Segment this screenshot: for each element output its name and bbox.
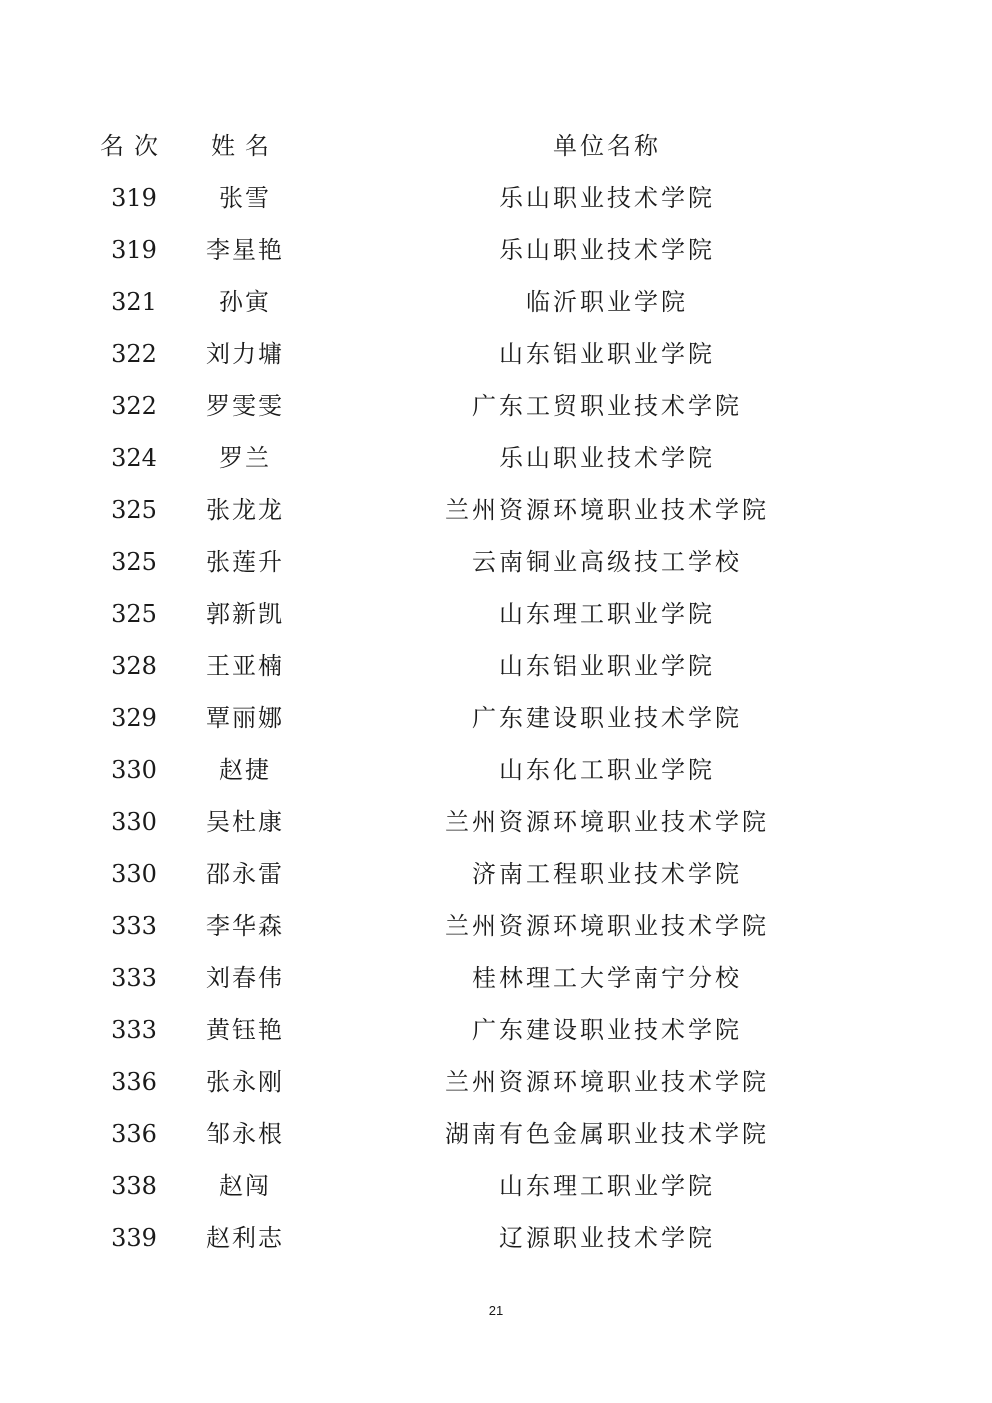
unit-cell: 广东建设职业技术学院 — [472, 1016, 742, 1044]
unit-cell: 广东建设职业技术学院 — [472, 704, 742, 732]
table-row — [0, 796, 992, 848]
header-name: 姓名 — [211, 132, 279, 160]
table-row — [0, 380, 992, 432]
unit-cell: 广东工贸职业技术学院 — [472, 392, 742, 420]
table-row — [0, 432, 992, 484]
rank-cell: 322 — [111, 340, 157, 368]
page-number: 21 — [488, 1303, 504, 1318]
unit-cell: 乐山职业技术学院 — [499, 236, 715, 264]
table-row — [0, 1056, 992, 1108]
name-cell: 赵闯 — [219, 1172, 271, 1200]
header-rank: 名次 — [100, 132, 168, 160]
rank-cell: 325 — [111, 548, 157, 576]
name-cell: 张雪 — [219, 184, 271, 212]
name-cell: 张龙龙 — [206, 496, 284, 524]
table-header — [0, 120, 992, 172]
table-row — [0, 276, 992, 328]
rank-cell: 328 — [111, 652, 157, 680]
unit-cell: 济南工程职业技术学院 — [472, 860, 742, 888]
name-cell: 赵捷 — [219, 756, 271, 784]
table-row — [0, 692, 992, 744]
unit-cell: 临沂职业学院 — [526, 288, 688, 316]
table-body — [0, 172, 992, 1264]
rank-cell: 338 — [111, 1172, 157, 1200]
rank-cell: 319 — [111, 236, 157, 264]
ranking-table — [0, 120, 992, 1264]
table-row — [0, 536, 992, 588]
table-row — [0, 1160, 992, 1212]
unit-cell: 辽源职业技术学院 — [499, 1224, 715, 1252]
unit-cell: 山东理工职业学院 — [499, 600, 715, 628]
rank-cell: 319 — [111, 184, 157, 212]
unit-cell: 山东铝业职业学院 — [499, 652, 715, 680]
name-cell: 覃丽娜 — [206, 704, 284, 732]
unit-cell: 湖南有色金属职业技术学院 — [445, 1120, 769, 1148]
rank-cell: 333 — [111, 964, 157, 992]
rank-cell: 325 — [111, 600, 157, 628]
table-row — [0, 484, 992, 536]
name-cell: 邵永雷 — [206, 860, 284, 888]
table-row — [0, 848, 992, 900]
name-cell: 赵利志 — [206, 1224, 284, 1252]
table-row — [0, 1004, 992, 1056]
rank-cell: 324 — [111, 444, 157, 472]
name-cell: 张永刚 — [206, 1068, 284, 1096]
rank-cell: 322 — [111, 392, 157, 420]
name-cell: 黄钰艳 — [206, 1016, 284, 1044]
name-cell: 罗兰 — [219, 444, 271, 472]
table-row — [0, 172, 992, 224]
rank-cell: 339 — [111, 1224, 157, 1252]
unit-cell: 兰州资源环境职业技术学院 — [445, 1068, 769, 1096]
table-row — [0, 588, 992, 640]
rank-cell: 325 — [111, 496, 157, 524]
rank-cell: 330 — [111, 756, 157, 784]
unit-cell: 兰州资源环境职业技术学院 — [445, 808, 769, 836]
name-cell: 吴杜康 — [206, 808, 284, 836]
name-cell: 孙寅 — [219, 288, 271, 316]
rank-cell: 336 — [111, 1120, 157, 1148]
unit-cell: 山东铝业职业学院 — [499, 340, 715, 368]
name-cell: 刘力墉 — [206, 340, 284, 368]
unit-cell: 山东化工职业学院 — [499, 756, 715, 784]
unit-cell: 兰州资源环境职业技术学院 — [445, 496, 769, 524]
unit-cell: 桂林理工大学南宁分校 — [472, 964, 742, 992]
table-row — [0, 224, 992, 276]
table-row — [0, 952, 992, 1004]
table-row — [0, 900, 992, 952]
table-row — [0, 640, 992, 692]
table-row — [0, 744, 992, 796]
header-unit: 单位名称 — [553, 132, 661, 160]
name-cell: 李星艳 — [206, 236, 284, 264]
name-cell: 郭新凯 — [206, 600, 284, 628]
rank-cell: 330 — [111, 860, 157, 888]
name-cell: 王亚楠 — [206, 652, 284, 680]
unit-cell: 云南铜业高级技工学校 — [472, 548, 742, 576]
unit-cell: 兰州资源环境职业技术学院 — [445, 912, 769, 940]
rank-cell: 333 — [111, 912, 157, 940]
table-row — [0, 328, 992, 380]
unit-cell: 山东理工职业学院 — [499, 1172, 715, 1200]
table-row — [0, 1212, 992, 1264]
name-cell: 刘春伟 — [206, 964, 284, 992]
name-cell: 张莲升 — [206, 548, 284, 576]
name-cell: 邹永根 — [206, 1120, 284, 1148]
unit-cell: 乐山职业技术学院 — [499, 444, 715, 472]
rank-cell: 333 — [111, 1016, 157, 1044]
rank-cell: 321 — [111, 288, 157, 316]
name-cell: 李华森 — [206, 912, 284, 940]
name-cell: 罗雯雯 — [206, 392, 284, 420]
unit-cell: 乐山职业技术学院 — [499, 184, 715, 212]
rank-cell: 336 — [111, 1068, 157, 1096]
table-row — [0, 1108, 992, 1160]
rank-cell: 329 — [111, 704, 157, 732]
rank-cell: 330 — [111, 808, 157, 836]
